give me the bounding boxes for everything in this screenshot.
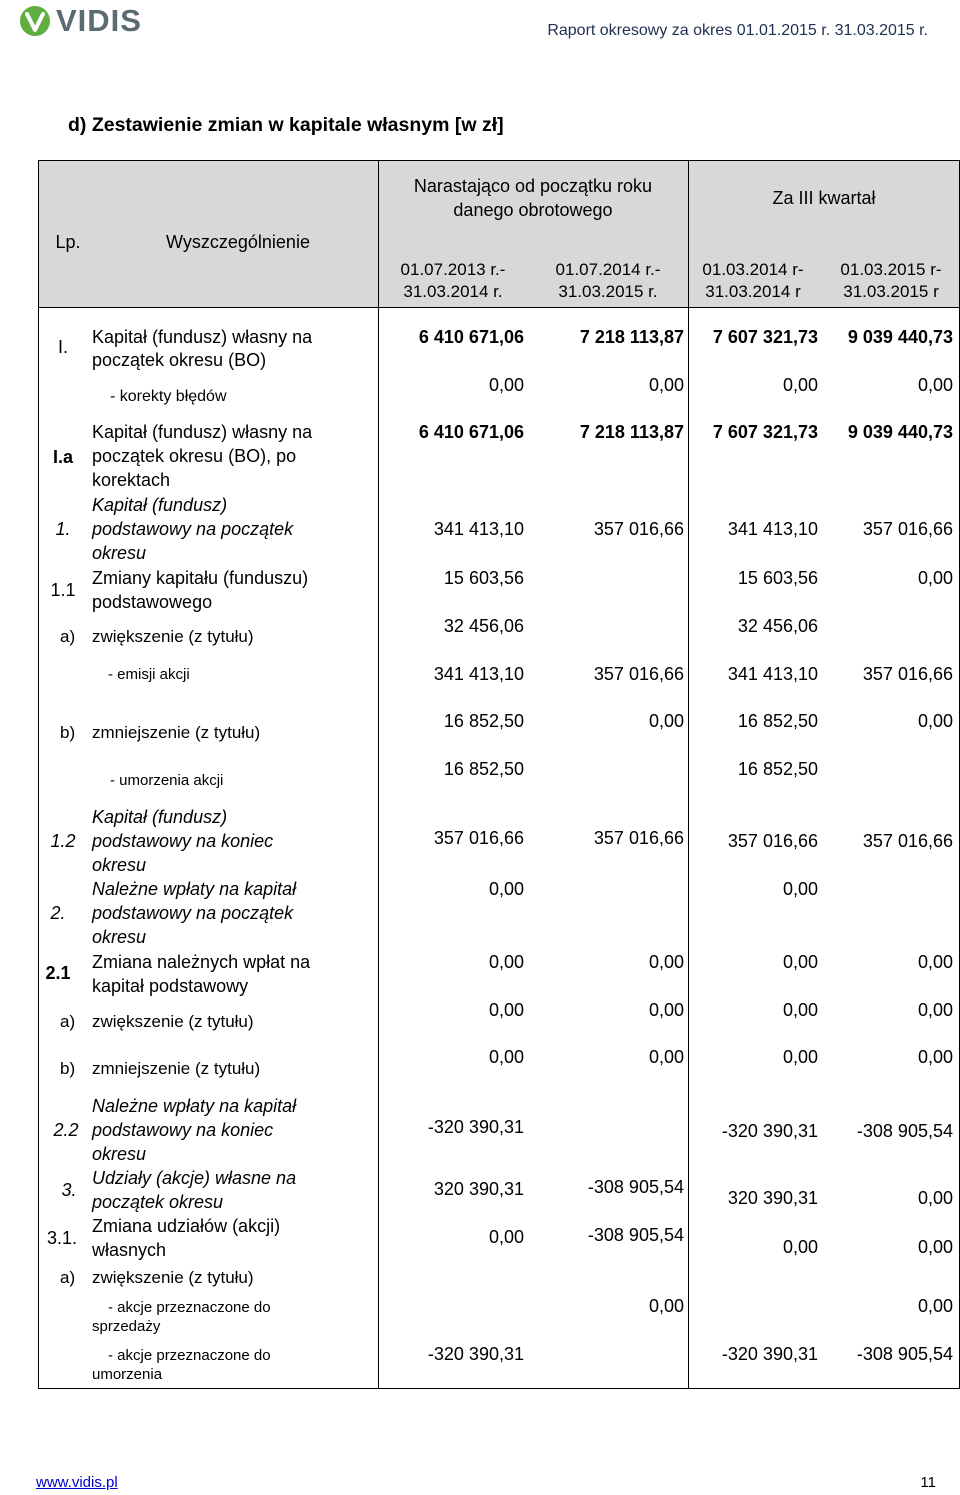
row-lp: 3.1. xyxy=(46,1228,78,1248)
period-header-1-line2: 31.03.2014 r. xyxy=(403,282,503,301)
report-title: Raport okresowy za okres 01.01.2015 r. 31.03.2015 r. xyxy=(547,22,928,39)
row-value: 357 016,66 xyxy=(727,831,818,851)
row-value: 0,00 xyxy=(917,1296,953,1316)
row-value: 16 852,50 xyxy=(443,711,524,731)
row-value: 0,00 xyxy=(917,1188,953,1208)
row-desc: - akcje przeznaczone do xyxy=(108,1347,271,1364)
row-desc: podstawowego xyxy=(92,592,213,612)
row-value: 0,00 xyxy=(917,711,953,731)
row-value: 0,00 xyxy=(782,879,818,899)
row-value: -320 390,31 xyxy=(427,1117,524,1137)
row-desc: korektach xyxy=(92,470,171,490)
row-lp: 3. xyxy=(61,1180,77,1200)
row-desc: Należne wpłaty na kapitał xyxy=(92,1096,297,1116)
row-lp: 1.2 xyxy=(50,831,76,851)
row-value: -308 905,54 xyxy=(856,1344,953,1364)
row-value: 16 852,50 xyxy=(443,759,524,779)
row-value: 0,00 xyxy=(917,1237,953,1257)
capital-changes-table xyxy=(38,160,960,1389)
row-value: 0,00 xyxy=(917,375,953,395)
row-desc: sprzedaży xyxy=(92,1318,161,1335)
group-header-cumulative-line2: danego obrotowego xyxy=(453,200,613,220)
section-title: d) Zestawienie zmian w kapitale własnym [w zł] xyxy=(68,114,504,136)
row-value: 0,00 xyxy=(782,1047,818,1067)
row-lp: b) xyxy=(60,723,76,742)
row-value: 0,00 xyxy=(917,1047,953,1067)
logo-text: VIDIS xyxy=(56,3,142,38)
row-value: 341 413,10 xyxy=(433,664,524,684)
row-lp: 1.1 xyxy=(50,580,76,600)
row-value: 7 607 321,73 xyxy=(712,327,818,347)
row-value: 15 603,56 xyxy=(737,568,818,588)
period-header-4-line1: 01.03.2015 r- xyxy=(840,260,942,279)
row-value: 320 390,31 xyxy=(727,1188,818,1208)
row-value: 7 607 321,73 xyxy=(712,422,818,442)
row-desc: okresu xyxy=(92,927,147,947)
row-lp: I. xyxy=(57,337,68,357)
row-lp: 2.1 xyxy=(45,963,71,983)
row-value: 357 016,66 xyxy=(862,664,953,684)
row-desc: początek okresu (BO) xyxy=(92,350,267,370)
row-value: 9 039 440,73 xyxy=(847,327,953,347)
row-value: 16 852,50 xyxy=(737,711,818,731)
row-value: 7 218 113,87 xyxy=(579,327,684,347)
row-desc: kapitał podstawowy xyxy=(92,976,249,996)
row-value: 32 456,06 xyxy=(443,616,524,636)
row-desc: podstawowy na koniec xyxy=(92,1120,274,1140)
row-desc: podstawowy na początek xyxy=(92,903,294,923)
row-desc: Kapitał (fundusz) xyxy=(92,807,228,827)
page-number: 11 xyxy=(920,1474,936,1491)
row-value: 357 016,66 xyxy=(593,519,684,539)
row-value: 0,00 xyxy=(648,711,684,731)
row-value: 15 603,56 xyxy=(443,568,524,588)
row-desc: - emisji akcji xyxy=(108,666,190,683)
row-value: -308 905,54 xyxy=(587,1225,684,1245)
grid-line xyxy=(38,160,960,161)
row-desc: własnych xyxy=(92,1240,167,1260)
row-desc: Kapitał (fundusz) xyxy=(92,495,228,515)
row-value: 341 413,10 xyxy=(727,664,818,684)
row-value: -308 905,54 xyxy=(587,1177,684,1197)
period-header-2-line2: 31.03.2015 r. xyxy=(558,282,658,301)
row-value: 0,00 xyxy=(488,1227,524,1247)
row-lp: 1. xyxy=(55,519,71,539)
row-value: 341 413,10 xyxy=(727,519,818,539)
row-desc: Zmiany kapitału (funduszu) xyxy=(92,568,309,588)
row-desc: umorzenia xyxy=(92,1366,163,1383)
footer-website-link[interactable]: www.vidis.pl xyxy=(36,1474,118,1491)
row-value: 341 413,10 xyxy=(433,519,524,539)
row-value: 0,00 xyxy=(917,568,953,588)
row-desc: Kapitał (fundusz) własny na xyxy=(92,327,313,347)
col-header-lp: Lp. xyxy=(55,232,81,252)
row-desc: podstawowy na początek xyxy=(92,519,294,539)
row-value: 0,00 xyxy=(782,1237,818,1257)
row-value: 7 218 113,87 xyxy=(579,422,684,442)
row-value: 0,00 xyxy=(488,879,524,899)
row-desc: zwiększenie (z tytułu) xyxy=(92,1268,254,1287)
row-value: 0,00 xyxy=(648,1000,684,1020)
period-header-3-line2: 31.03.2014 r xyxy=(705,282,801,301)
period-header-3-line1: 01.03.2014 r- xyxy=(702,260,804,279)
row-lp: I.a xyxy=(52,447,73,467)
row-desc: okresu xyxy=(92,1144,147,1164)
row-value: -320 390,31 xyxy=(427,1344,524,1364)
row-lp: 2. xyxy=(50,903,66,923)
row-value: 16 852,50 xyxy=(737,759,818,779)
row-desc: okresu xyxy=(92,543,147,563)
row-value: 0,00 xyxy=(782,375,818,395)
row-value: 6 410 671,06 xyxy=(418,327,524,347)
row-value: 9 039 440,73 xyxy=(847,422,953,442)
row-value: 320 390,31 xyxy=(433,1179,524,1199)
row-value: 0,00 xyxy=(488,375,524,395)
row-value: -320 390,31 xyxy=(721,1344,818,1364)
row-value: 357 016,66 xyxy=(433,828,524,848)
row-value: -320 390,31 xyxy=(721,1121,818,1141)
row-desc: Zmiana należnych wpłat na xyxy=(92,952,311,972)
logo-icon xyxy=(18,4,52,38)
row-lp: a) xyxy=(60,1268,76,1287)
row-value: 0,00 xyxy=(648,1047,684,1067)
row-desc: Zmiana udziałów (akcji) xyxy=(92,1216,281,1236)
row-desc: okresu xyxy=(92,855,147,875)
row-lp: a) xyxy=(60,627,76,646)
row-lp: a) xyxy=(60,1012,76,1031)
row-value: 357 016,66 xyxy=(593,664,684,684)
row-value: 0,00 xyxy=(782,1000,818,1020)
row-desc: - korekty błędów xyxy=(110,388,227,405)
period-header-4-line2: 31.03.2015 r xyxy=(843,282,939,301)
vidis-logo xyxy=(18,2,142,40)
row-lp: b) xyxy=(60,1059,76,1078)
row-value: 357 016,66 xyxy=(862,831,953,851)
row-value: 357 016,66 xyxy=(593,828,684,848)
row-desc: początek okresu xyxy=(92,1192,224,1212)
period-header-1-line1: 01.07.2013 r.- xyxy=(400,260,506,279)
row-value: 0,00 xyxy=(488,952,524,972)
row-value: 0,00 xyxy=(917,952,953,972)
group-header-quarter: Za III kwartał xyxy=(772,188,876,208)
group-header-cumulative-line1: Narastająco od początku roku xyxy=(413,176,653,196)
row-lp: 2.2 xyxy=(53,1120,79,1140)
row-desc: Udziały (akcje) własne na xyxy=(92,1168,297,1188)
row-desc: - akcje przeznaczone do xyxy=(108,1299,271,1316)
row-desc: - umorzenia akcji xyxy=(110,772,224,789)
row-desc: podstawowy na koniec xyxy=(92,831,274,851)
row-desc: zwiększenie (z tytułu) xyxy=(92,1012,254,1031)
row-value: -308 905,54 xyxy=(856,1121,953,1141)
row-value: 0,00 xyxy=(648,1296,684,1316)
row-value: 0,00 xyxy=(782,952,818,972)
row-value: 0,00 xyxy=(917,1000,953,1020)
row-value: 0,00 xyxy=(648,375,684,395)
row-value: 357 016,66 xyxy=(862,519,953,539)
row-desc: początek okresu (BO), po xyxy=(92,446,297,466)
row-desc: zwiększenie (z tytułu) xyxy=(92,627,254,646)
row-desc: Należne wpłaty na kapitał xyxy=(92,879,297,899)
row-value: 0,00 xyxy=(488,1000,524,1020)
row-desc: zmniejszenie (z tytułu) xyxy=(92,1059,261,1078)
row-value: 0,00 xyxy=(648,952,684,972)
grid-line xyxy=(38,1388,960,1389)
row-desc: zmniejszenie (z tytułu) xyxy=(92,723,261,742)
row-value: 6 410 671,06 xyxy=(418,422,524,442)
row-value: 0,00 xyxy=(488,1047,524,1067)
period-header-2-line1: 01.07.2014 r.- xyxy=(555,260,661,279)
col-header-description: Wyszczególnienie xyxy=(166,232,310,252)
grid-line xyxy=(38,307,960,308)
row-value: 32 456,06 xyxy=(737,616,818,636)
row-desc: Kapitał (fundusz) własny na xyxy=(92,422,313,442)
